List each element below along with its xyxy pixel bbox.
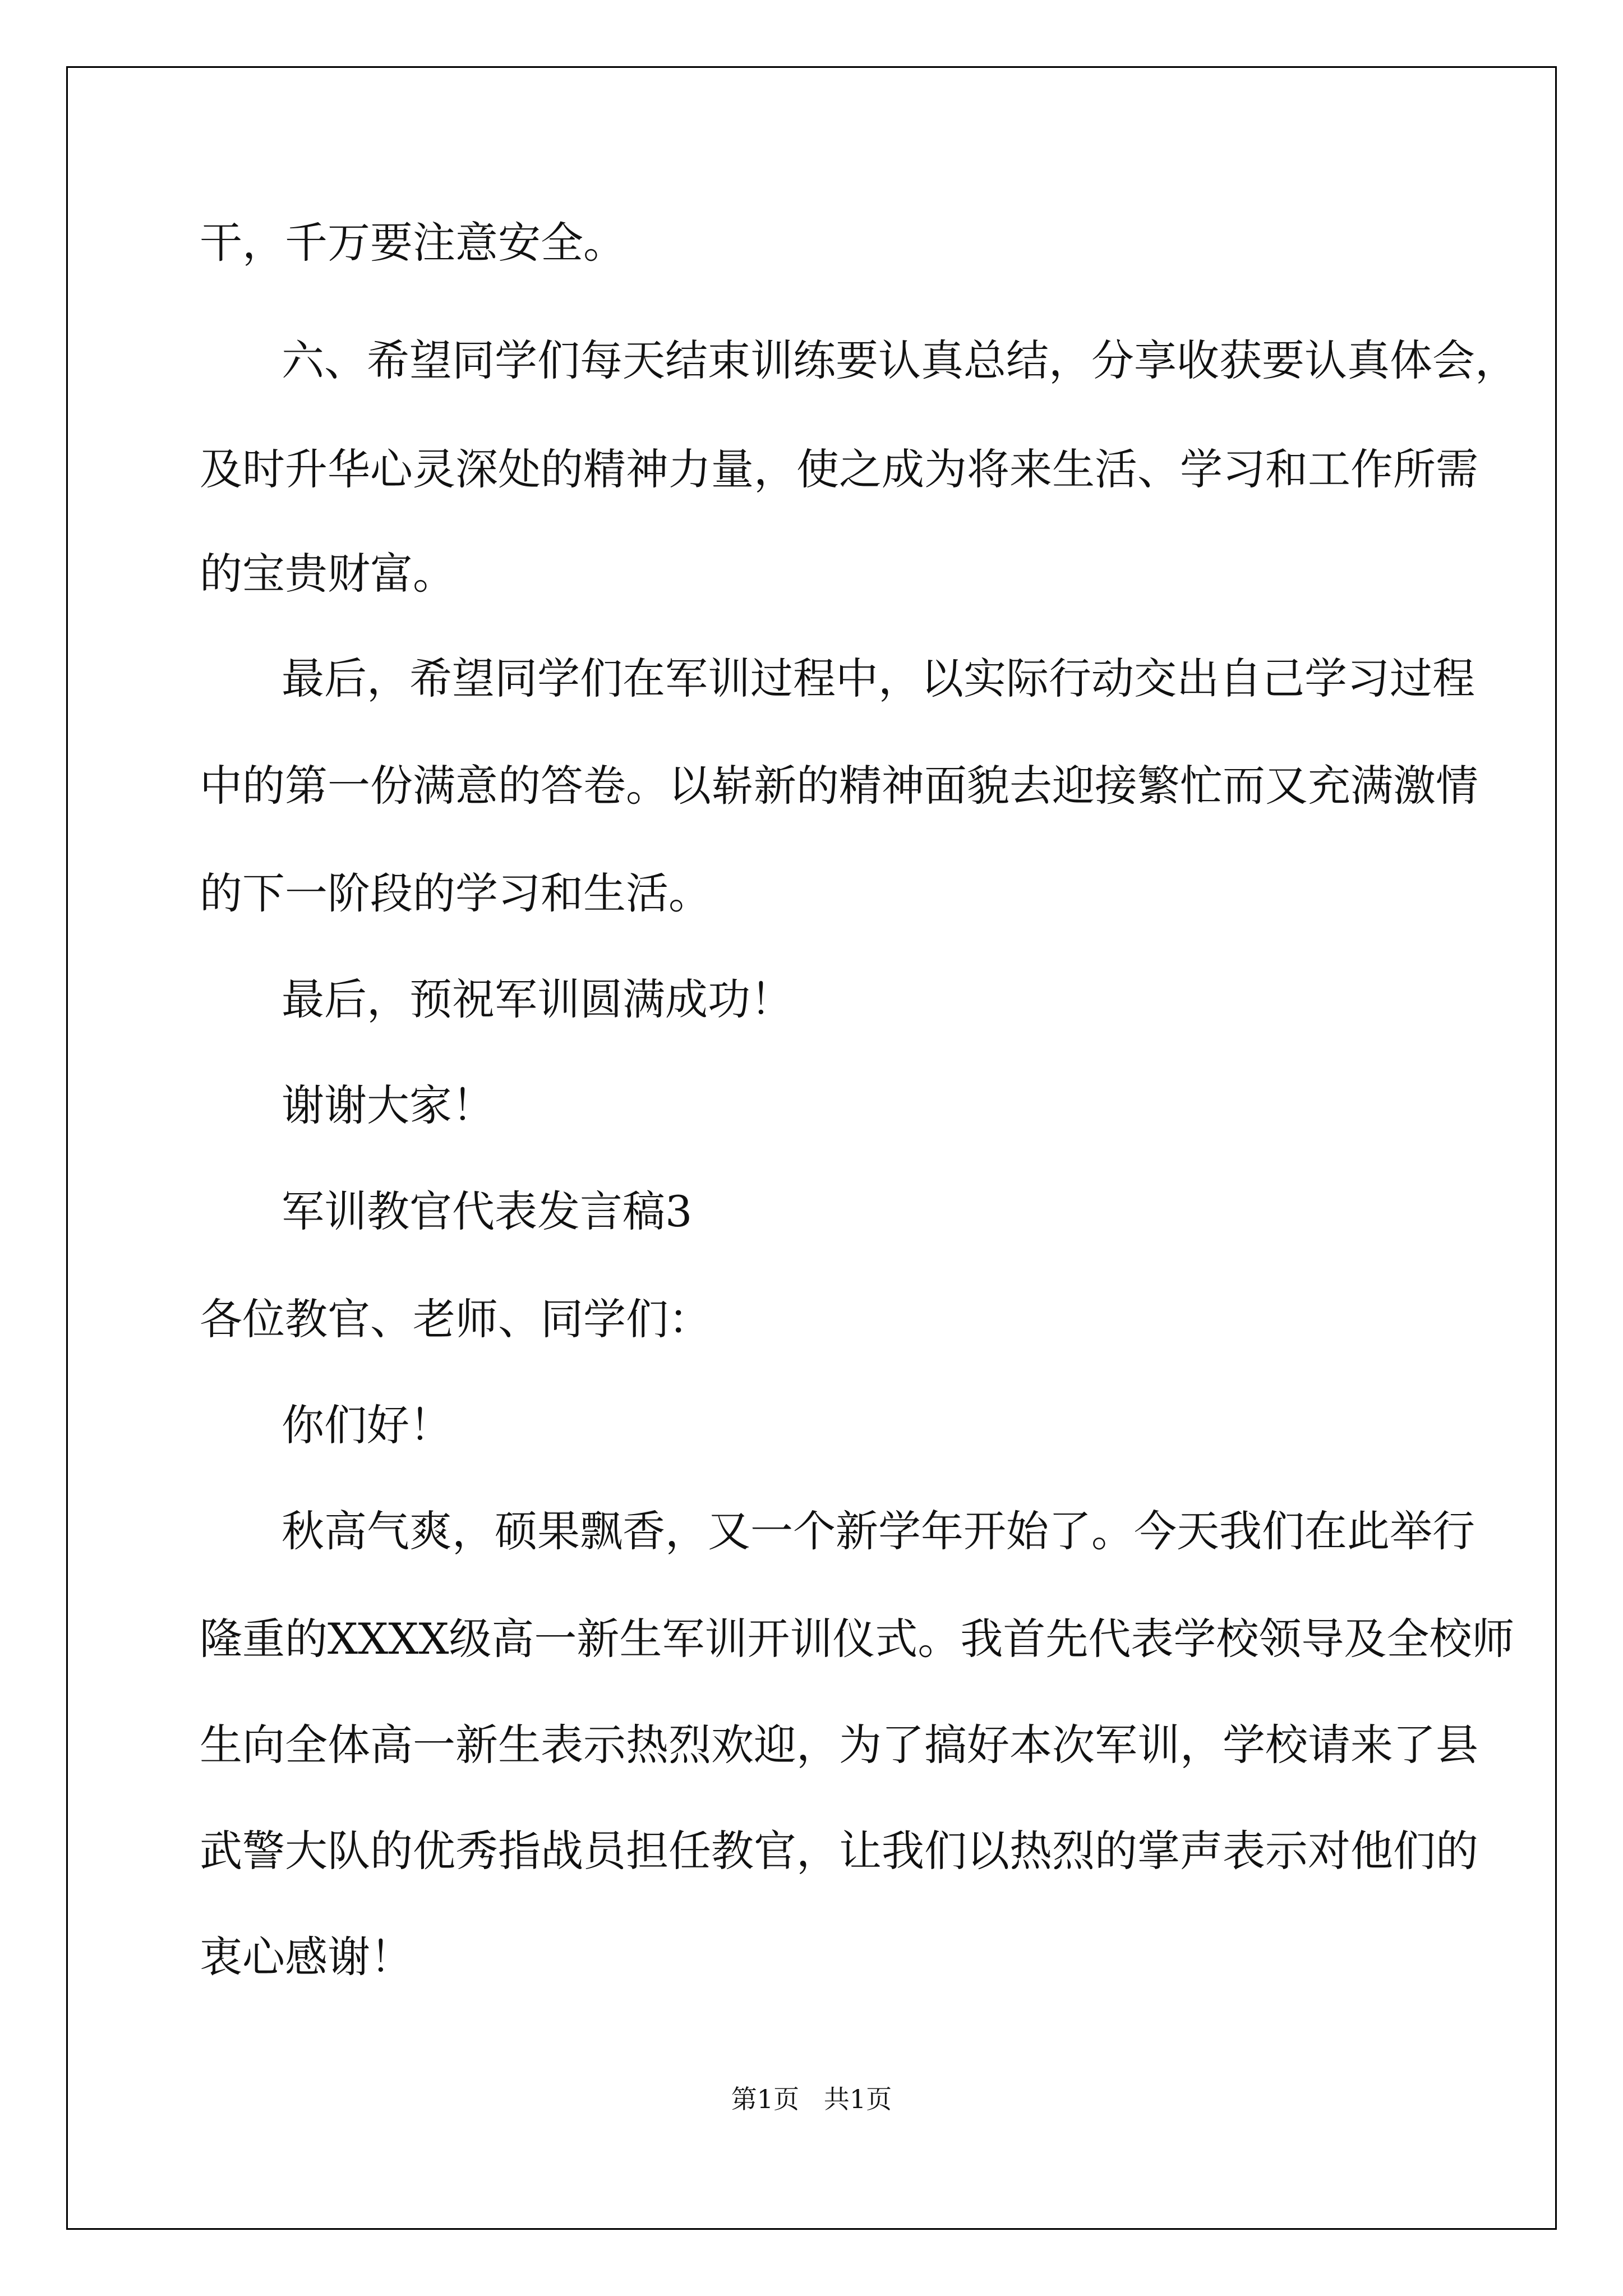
text-line: 六、希望同学们每天结束训练要认真总结，分享收获要认真体会，: [282, 335, 1518, 385]
text-line: 及时升华心灵深处的精神力量，使之成为将来生活、学习和工作所需: [200, 444, 1478, 494]
text-line: 的下一阶段的学习和生活。: [200, 868, 711, 918]
text-line: 生向全体高一新生表示热烈欢迎，为了搞好本次军训，学校请来了县: [200, 1720, 1478, 1770]
text-line: 中的第一份满意的答卷。以崭新的精神面貌去迎接繁忙而又充满激情: [200, 761, 1478, 811]
section-title: 军训教官代表发言稿3: [282, 1186, 693, 1236]
text-line: 谢谢大家！: [282, 1080, 495, 1130]
text-line: 的宝贵财富。: [200, 549, 455, 599]
text-line: 最后，希望同学们在军训过程中，以实际行动交出自己学习过程: [282, 654, 1475, 703]
salutation: 各位教官、老师、同学们：: [200, 1294, 711, 1344]
text-line: 武警大队的优秀指战员担任教官，让我们以热烈的掌声表示对他们的: [200, 1826, 1478, 1876]
greeting: 你们好！: [282, 1400, 452, 1450]
text-line: 衷心感谢！: [200, 1932, 413, 1982]
text-line: 隆重的XXXX级高一新生军训开训仪式。我首先代表学校领导及全校师: [200, 1614, 1515, 1664]
page-footer: 第1页 共1页: [731, 2084, 892, 2114]
text-line: 干，千万要注意安全。: [200, 218, 626, 268]
text-line: 最后，预祝军训圆满成功！: [282, 974, 793, 1024]
text-line: 秋高气爽，硕果飘香，又一个新学年开始了。今天我们在此举行: [282, 1506, 1475, 1556]
page-border: [66, 66, 1557, 2230]
